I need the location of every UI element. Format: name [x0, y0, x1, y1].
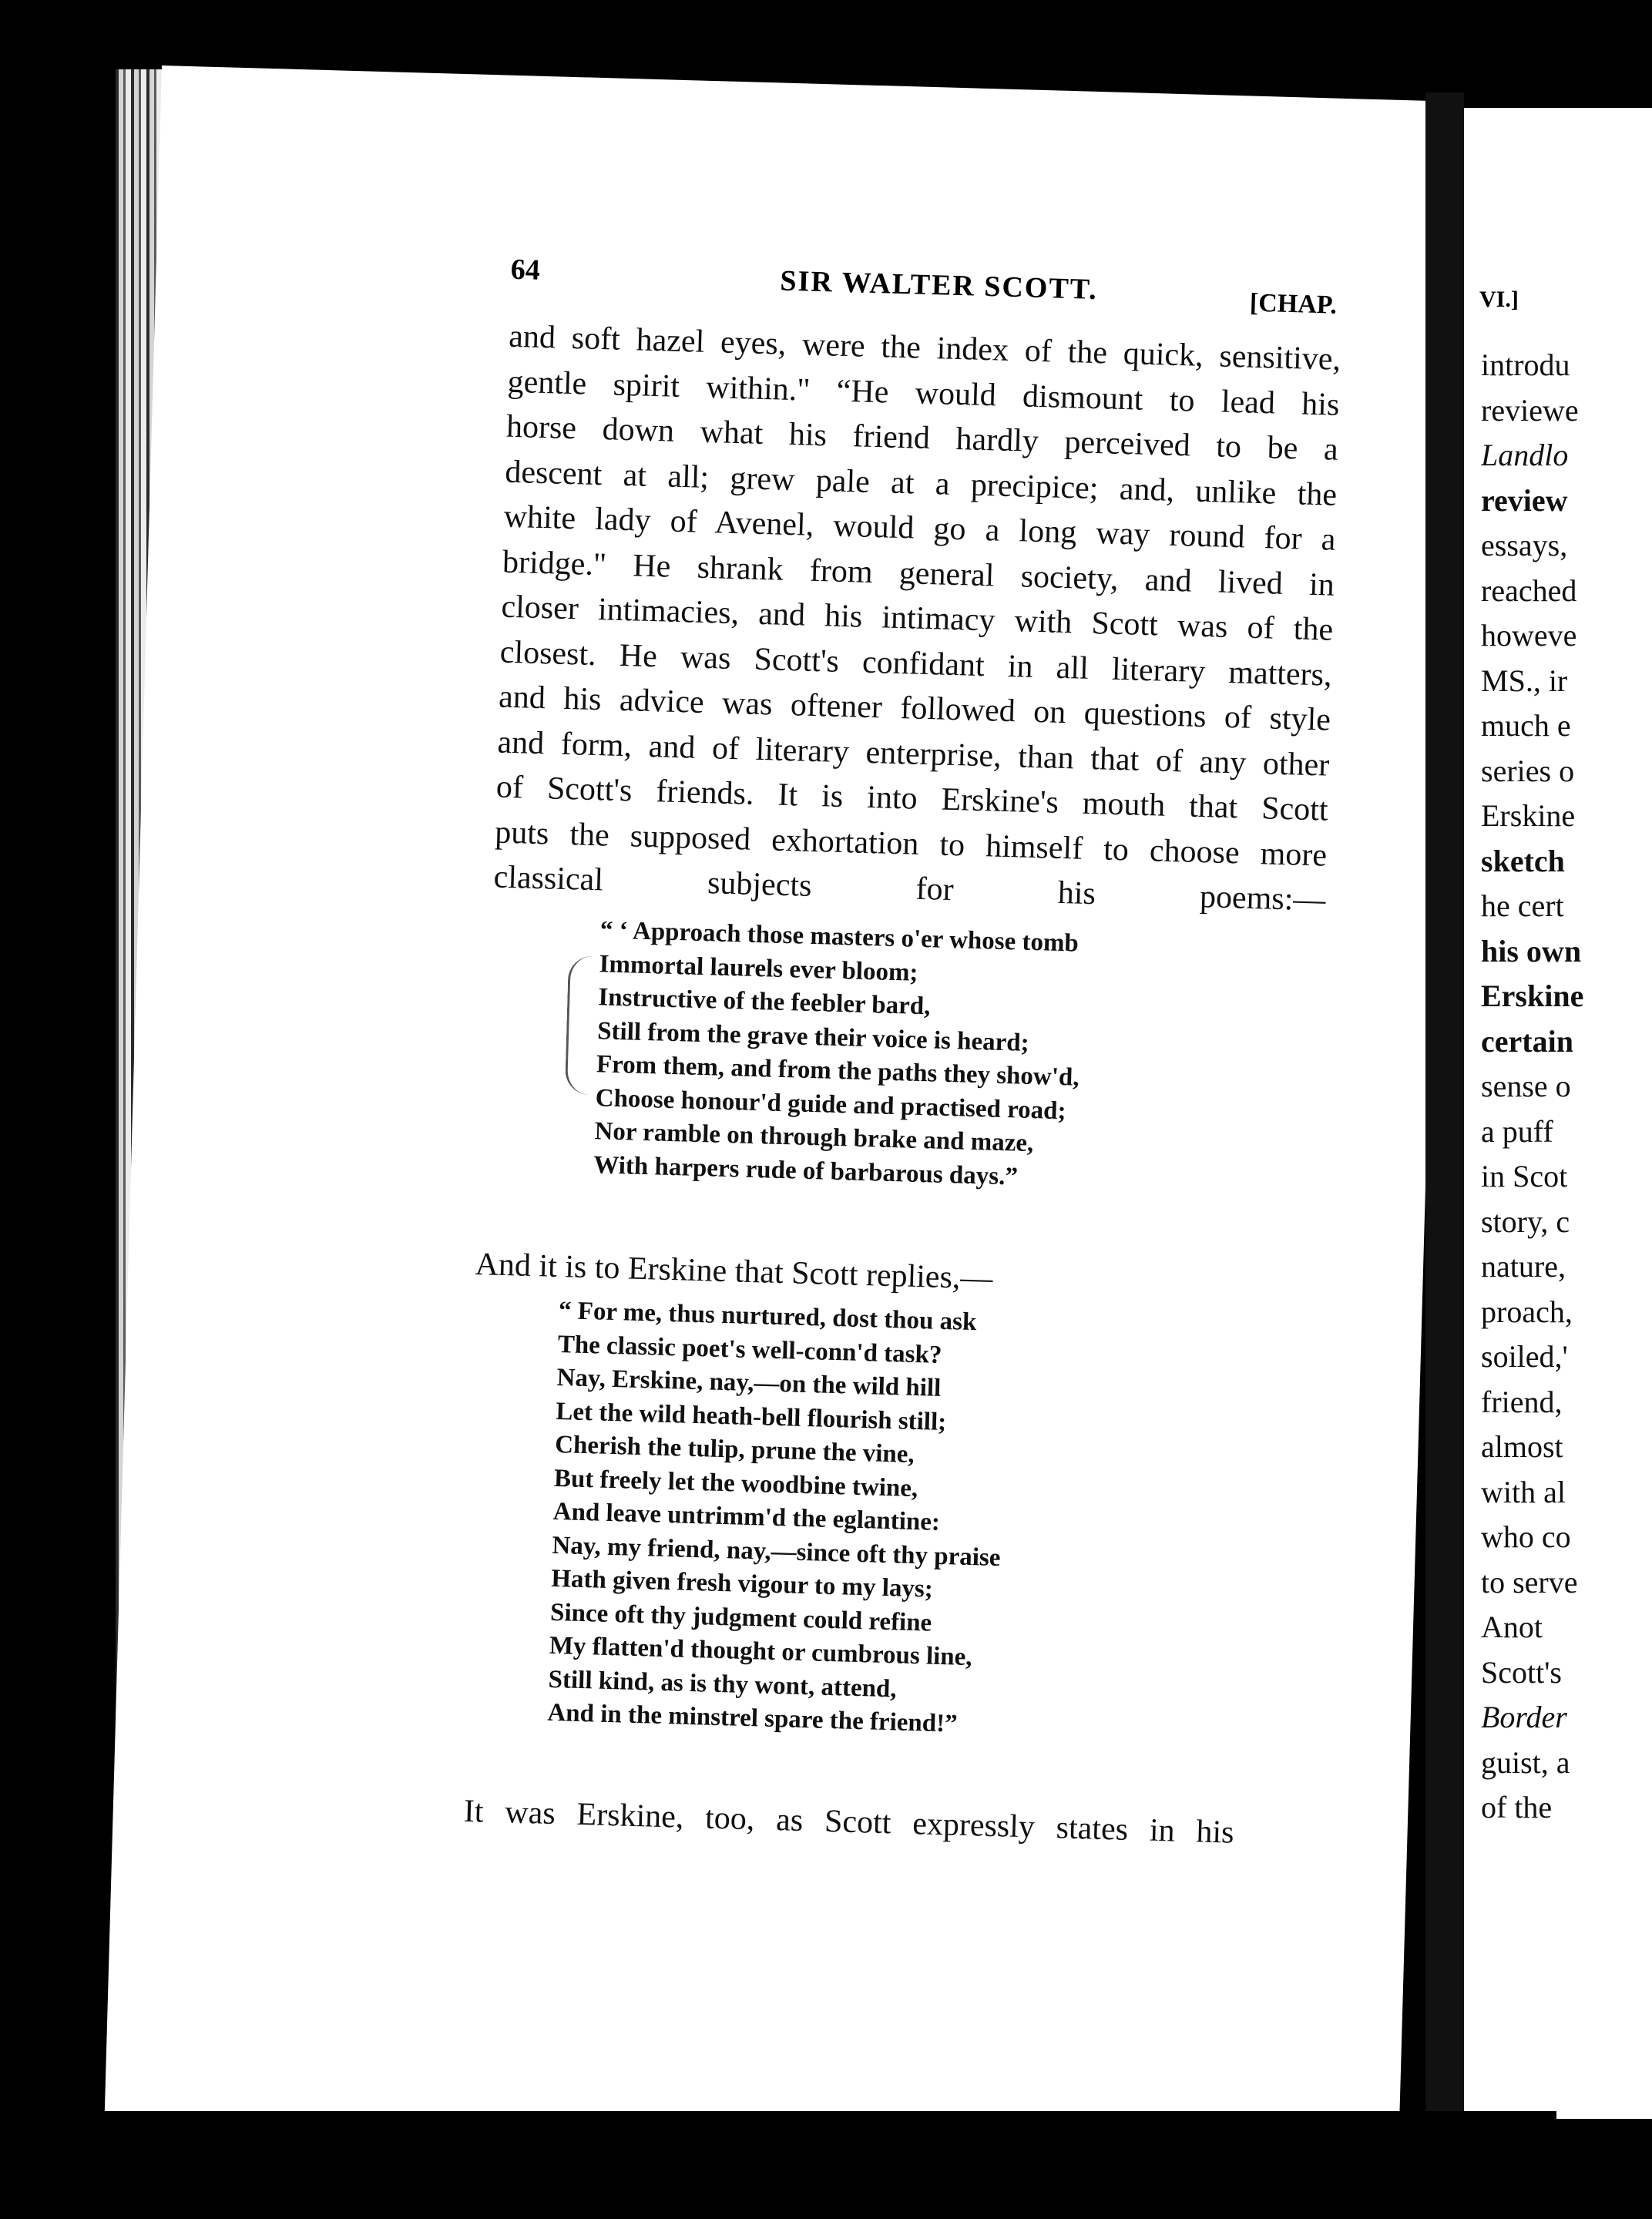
verse_one-line: Instructive of the feebler bard, [597, 983, 931, 1021]
prose_lines-line: of Scott's friends. It is into Erskine's mouth that Scott [495, 769, 1329, 828]
verse_two-line: But freely let the woodbine twine, [553, 1464, 918, 1502]
right-page-line: Scott's [1481, 1654, 1562, 1690]
verse_two-line: Since oft thy judgment could refine [549, 1598, 932, 1637]
pencil-mark [565, 955, 617, 1096]
right-page-line: certain [1481, 1023, 1573, 1059]
prose_lines-line: and his advice was oftener followed on questions of style [498, 679, 1331, 738]
right-page-line: his own [1481, 933, 1582, 969]
verse_two-line: Still kind, as is thy wont, attend, [548, 1665, 898, 1703]
verse_two-line: And in the minstrel spare the friend!” [547, 1698, 959, 1738]
right-page-line: reviewe [1481, 392, 1579, 428]
right-page-line: friend, [1481, 1384, 1563, 1419]
verse_one-line: Still from the grave their voice is heard; [596, 1016, 1030, 1057]
right-page-line: to serve [1481, 1564, 1578, 1600]
verse_two-line: My flatten'd thought or cumbrous line, [549, 1631, 973, 1672]
verse_one-line: With harpers rude of barbarous days.” [593, 1150, 1019, 1191]
right-page-line: review [1481, 482, 1568, 518]
verse_two-line: Nay, my friend, nay,—since oft thy praise [552, 1531, 1001, 1572]
transition-line: And it is to Erskine that Scott replies,— [475, 1246, 994, 1297]
prose_lines-line: descent at all; grew pale at a precipice; and, unlike the [504, 454, 1338, 513]
right-book-page [1464, 108, 1652, 2119]
right-page-line: proach, [1481, 1294, 1573, 1329]
right-page-header: VI.] [1479, 287, 1519, 312]
prose_lines-line: white lady of Avenel, would go a long way round for a [503, 499, 1337, 558]
prose_lines-line: closest. He was Scott's confidant in all literary matters, [499, 634, 1333, 693]
right-page-line: a puff [1481, 1113, 1553, 1149]
prose_lines-line: bridge." He shrank from general society, and lived in [502, 544, 1335, 603]
verse-quotation-two [547, 1294, 1008, 1743]
right-page-line: sketch [1481, 843, 1565, 878]
verse_two-line: Hath given fresh vigour to my lays; [550, 1564, 934, 1603]
page-header [510, 253, 1513, 327]
bottom-shadow [92, 2111, 1556, 2219]
verse-quotation-one [593, 914, 1083, 1195]
right-page-line: who co [1481, 1519, 1571, 1554]
verse_two-line: Let the wild heath-bell flourish still; [555, 1397, 947, 1436]
prose_lines-line: classical subjects for his poems:— [493, 859, 1326, 918]
right-page-line: soiled,' [1481, 1339, 1568, 1374]
right-page-line: reached [1481, 572, 1577, 608]
right-page-line: MS., ir [1481, 663, 1568, 698]
left-book-page [104, 65, 1456, 2166]
verse_one-line: Choose honour'd guide and practised road; [595, 1083, 1066, 1125]
right-page-line: story, c [1481, 1203, 1570, 1239]
right-page-line: Border [1481, 1700, 1567, 1734]
verse_one-line: Nor ramble on through brake and maze, [594, 1117, 1034, 1158]
right-page-line: Erskine [1481, 979, 1584, 1013]
running-title: SIR WALTER SCOTT. [779, 264, 1099, 307]
right-page-line: with al [1481, 1474, 1566, 1509]
right-page-line: introdu [1481, 347, 1570, 382]
right-page-line: sense o [1481, 1069, 1571, 1103]
verse_one-line: From them, and from the paths they show'd, [596, 1050, 1080, 1092]
prose_lines-line: closer intimacies, and his intimacy with Scott was of the [500, 589, 1334, 648]
right-page-line: he cert [1481, 888, 1564, 923]
right-page-line: Landlo [1481, 438, 1569, 472]
right-page-line: series o [1481, 753, 1575, 788]
prose-paragraph [493, 314, 1341, 923]
right-page-line: guist, a [1481, 1744, 1570, 1780]
verse_two-line: And leave untrimm'd the eglantine: [552, 1497, 941, 1536]
verse_one-line: “ ‘ Approach those masters o'er whose tomb [599, 916, 1080, 958]
verse_two-line: “ For me, thus nurtured, dost thou ask [558, 1297, 977, 1337]
prose_lines-line: and soft hazel eyes, were the index of the quick, sensitive, [508, 318, 1341, 378]
right-page-line: almost [1481, 1429, 1563, 1464]
right-page-line: in Scot [1481, 1159, 1568, 1193]
prose_lines-line: and form, and of literary enterprise, than that of any other [497, 724, 1330, 784]
page-number: 64 [510, 253, 541, 287]
verse_two-line: Nay, Erskine, nay,—on the wild hill [556, 1363, 942, 1402]
right-page-line: Anot [1481, 1610, 1543, 1644]
verse_two-line: The classic poet's well-conn'd task? [557, 1330, 942, 1369]
prose_lines-line: horse down what his friend hardly perceived to be a [505, 408, 1339, 468]
right-page-line: Erskine [1481, 798, 1576, 833]
verse_two-line: Cherish the tulip, prune the vine, [554, 1430, 915, 1469]
right-page-line: howeve [1481, 618, 1577, 653]
chapter-mark: [CHAP. [1249, 288, 1338, 320]
right-page-line: essays, [1481, 528, 1568, 562]
book-gutter [1425, 92, 1464, 2127]
prose_lines-line: gentle spirit within." “He would dismount to lead his [507, 364, 1340, 423]
closing-line: It was Erskine, too, as Scott expressly states in his [463, 1793, 1235, 1851]
right-page-line: nature, [1481, 1249, 1566, 1284]
prose_lines-line: puts the supposed exhortation to himself to choose more [494, 814, 1328, 874]
verse_one-line: Immortal laurels ever bloom; [599, 949, 918, 987]
right-page-line: of the [1481, 1790, 1553, 1825]
right-page-line: much e [1481, 708, 1571, 743]
